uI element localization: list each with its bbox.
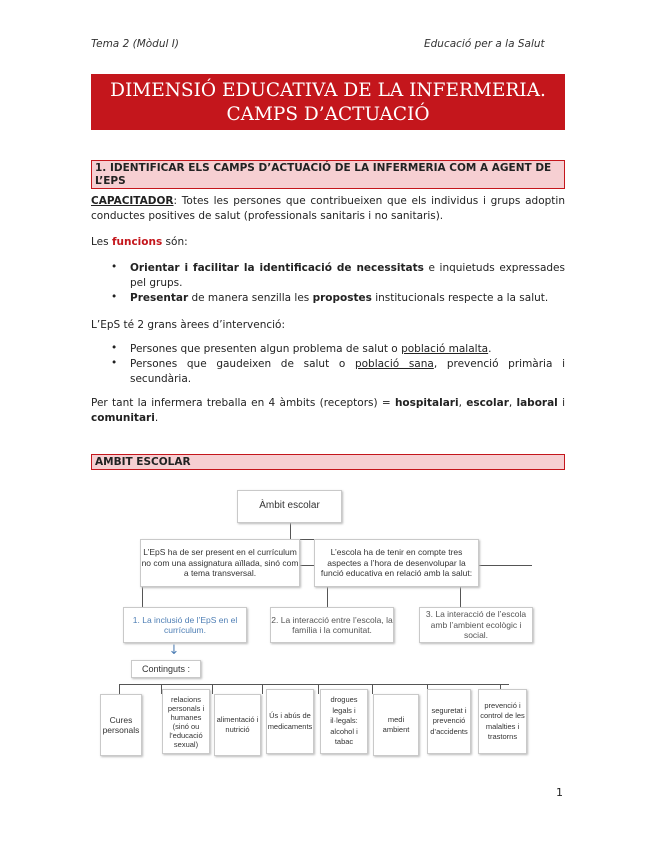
content-box: prevenció i control de les malalties i trastorns — [478, 689, 527, 754]
funcions-prefix: Les — [91, 236, 112, 248]
bullet-icon: • — [111, 342, 118, 354]
title-line-1: DIMENSIÓ EDUCATIVA DE LA INFERMERIA. — [110, 80, 546, 101]
aspect-3-box: 3. La interacció de l’escola amb l’ambient ecològic i social. — [419, 607, 533, 643]
ambits-paragraph — [91, 396, 565, 426]
area-item-2 — [130, 357, 565, 387]
content-box: seguretat i prevenció d’accidents — [427, 689, 471, 754]
funcions-item-2-text2: institucionals respecte a la salut. — [371, 292, 549, 304]
bullet-icon: • — [111, 291, 118, 303]
connector-line — [212, 684, 213, 694]
header-left: Tema 2 (Mòdul I) — [91, 38, 179, 50]
connector-line — [290, 523, 291, 539]
funcions-item-1-text: e inquietuds expressades pel grups. — [130, 262, 565, 289]
ambits-end: . — [154, 412, 159, 424]
ambits-pre: Per tant la infermera treballa en 4 àmbits (receptors) = — [91, 397, 395, 409]
page-number: 1 — [556, 786, 563, 799]
area-2-pre: Persones que gaudeixen de salut o — [130, 358, 355, 370]
area-1-pre: Persones que presenten algun problema de salut o — [130, 343, 402, 355]
ambit-comunitari: comunitari — [91, 412, 155, 424]
ambit-escolar: escolar — [466, 397, 509, 409]
connector-line — [372, 684, 373, 694]
area-2-underlined: població sana — [354, 358, 434, 370]
diagram-left-box: L’EpS ha de ser present en el currículum no com una assignatura aïllada, sinó com a tema transversal. — [140, 539, 300, 587]
funcions-item-1 — [130, 261, 565, 291]
content-box: Cures personals — [100, 694, 142, 756]
section-1-heading: 1. IDENTIFICAR ELS CAMPS D’ACTUACIÓ DE LA INFERMERIA COM A AGENT DE L’EPS — [91, 160, 565, 189]
bullet-icon: • — [111, 357, 118, 369]
funcions-suffix: són: — [162, 236, 188, 248]
connector-line — [119, 684, 120, 694]
ambit-hospitalari: hospitalari — [394, 397, 459, 409]
content-box: medi ambient — [373, 694, 419, 756]
document-title — [91, 74, 565, 130]
connector-line — [262, 684, 263, 694]
section-2-heading: AMBIT ESCOLAR — [91, 454, 565, 470]
ambits-sep: , — [508, 397, 517, 409]
content-box: Ús i abús de medicaments — [266, 689, 314, 754]
capacitador-text: : Totes les persones que contribueixen que els individus i grups adoptin conductes positives de salut (professionals sanitaris i no sanitaris). — [91, 195, 565, 222]
down-arrow-icon: ↓ — [168, 643, 180, 658]
area-item-1 — [130, 342, 565, 357]
ambits-sep: , — [458, 397, 467, 409]
title-line-2: CAMPS D’ACTUACIÓ — [226, 104, 430, 125]
content-box: drogues legals i il·legals: alcohol i tabac — [320, 689, 368, 754]
capacitador-term: CAPACITADOR — [91, 195, 174, 207]
ambit-escolar-diagram — [100, 485, 550, 760]
funcions-intro — [91, 235, 565, 250]
connector-line — [318, 684, 319, 694]
content-box: alimentació i nutrició — [214, 694, 261, 756]
area-2-post: , prevenció primària i secundària. — [130, 358, 565, 385]
area-1-post: . — [488, 343, 492, 355]
aspect-2-box: 2. La interacció entre l’escola, la família i la comunitat. — [270, 607, 394, 643]
ambit-laboral: laboral — [516, 397, 558, 409]
diagram-right-box: L’escola ha de tenir en compte tres aspectes a l’hora de desenvolupar la funció educativa en relació amb la salut: — [314, 539, 479, 587]
eps-intro: L’EpS té 2 grans àrees d’intervenció: — [91, 319, 285, 331]
diagram-root: Àmbit escolar — [237, 490, 342, 523]
area-1-underlined: població malalta — [401, 343, 489, 355]
funcions-word: funcions — [111, 236, 163, 248]
funcions-item-2-text: de manera senzilla les — [188, 292, 313, 304]
header-right: Educació per a la Salut — [424, 38, 545, 50]
aspect-1-box: 1. La inclusió de l’EpS en el currículum. — [123, 607, 247, 643]
bullet-icon: • — [111, 261, 118, 273]
funcions-item-1-bold: Orientar i facilitar la identificació de necessitats — [130, 262, 424, 274]
ambits-sep: i — [557, 397, 565, 409]
content-box: relacions personals i humanes (sinó ou l’educació sexual) — [162, 689, 210, 754]
capacitador-paragraph — [91, 194, 565, 224]
funcions-item-2-bold2: propostes — [312, 292, 372, 304]
funcions-item-2-bold: Presentar — [130, 292, 189, 304]
funcions-item-2 — [130, 291, 565, 306]
connector-line — [119, 684, 509, 685]
contents-label: Continguts : — [131, 660, 201, 678]
